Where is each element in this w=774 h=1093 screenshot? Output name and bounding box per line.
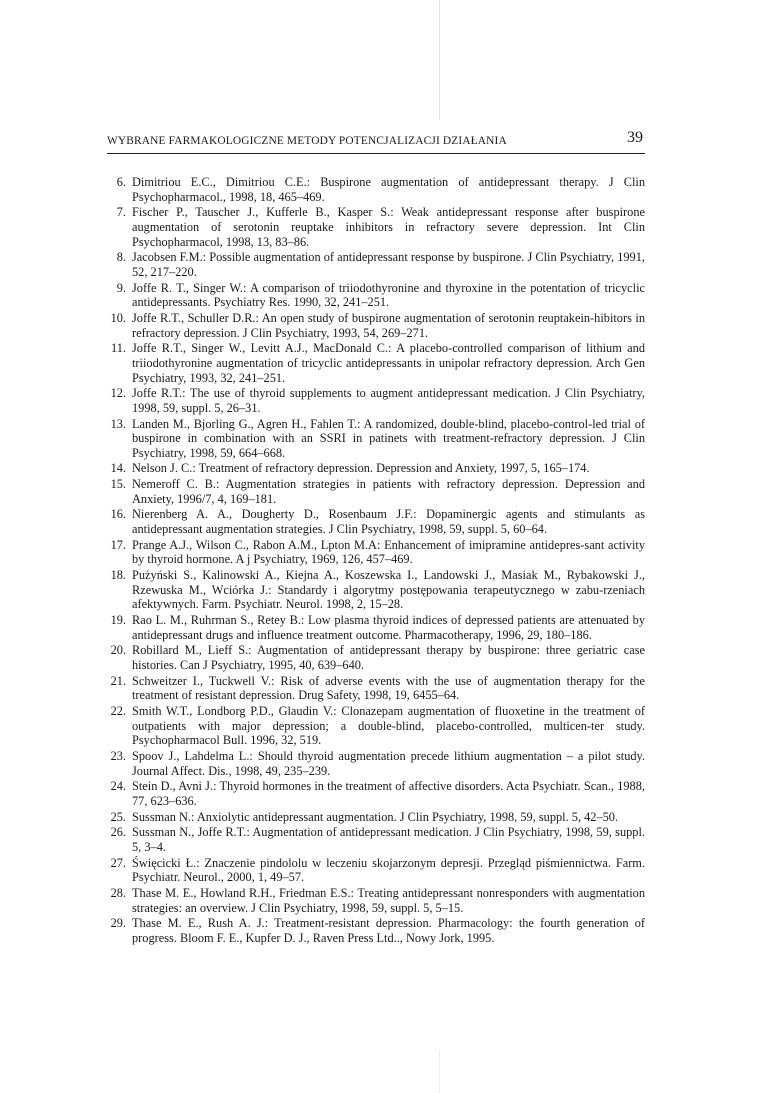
reference-item xyxy=(107,674,645,703)
reference-text: Joffe R.T., Singer W., Levitt A.J., MacDonald C.: A placebo-controlled comparison of lithium and triiodothyronine augmentation of tricyclic antidepressants in unipolar refractory depression. Arch Gen Psychiatry, 1993, 32, 241–251. xyxy=(132,341,645,385)
reference-text: Joffe R. T., Singer W.: A comparison of triiodothyronine and thyroxine in the potentation of tricyclic antidepressants. Psychiatry Res. 1990, 32, 241–251. xyxy=(132,280,645,310)
reference-item xyxy=(107,281,645,310)
reference-item xyxy=(107,175,645,204)
reference-number: 18. xyxy=(110,568,126,583)
reference-text: Pużyński S., Kalinowski A., Kiejna A., Koszewska I., Landowski J., Masiak M., Rybakowski J., Rzewuska M., Wciórka J.: Standardy i algorytmy postępowania terapeutycznego w zabu-rzeniach afektywnych. Farm. Psychiatr. Neurol. 1998, 2, 15–28. xyxy=(132,568,645,612)
reference-text: Nemeroff C. B.: Augmentation strategies in patients with refractory depression. Depression and Anxiety, 1996/7, 4, 169–181. xyxy=(132,477,645,506)
reference-number: 6. xyxy=(116,175,126,189)
reference-item xyxy=(107,568,645,612)
running-title: WYBRANE FARMAKOLOGICZNE METODY POTENCJALIZACJI DZIAŁANIA xyxy=(107,135,507,147)
reference-item xyxy=(107,250,645,279)
reference-list xyxy=(107,175,645,946)
reference-number: 15. xyxy=(110,477,126,492)
reference-text: Sussman N., Joffe R.T.: Augmentation of antidepressant medication. J Clin Psychiatry, 1998, 59, suppl. 5, 3–4. xyxy=(132,825,645,854)
reference-text: Schweitzer I., Tuckwell V.: Risk of adverse events with the use of augmentation therapy for the treatment of resistant depression. Drug Safety, 1998, 19, 6455–64. xyxy=(132,673,645,703)
reference-number: 20. xyxy=(110,643,126,658)
reference-number: 8. xyxy=(116,250,126,265)
reference-item xyxy=(107,779,645,808)
reference-item xyxy=(107,825,645,854)
reference-number: 13. xyxy=(110,416,126,431)
page-fold-line-bottom xyxy=(439,1050,440,1093)
reference-number: 21. xyxy=(110,673,126,688)
reference-text: Landen M., Bjorling G., Agren H., Fahlen T.: A randomized, double-blind, placebo-control-led trial of buspirone in combination with an SSRI in patinets with treatment-refractory depression. J Clin Psychiatry, 1998, 59, 664–668. xyxy=(132,416,645,460)
reference-item xyxy=(107,916,645,945)
reference-item xyxy=(107,810,645,825)
reference-item xyxy=(107,477,645,506)
reference-number: 24. xyxy=(110,779,126,794)
reference-number: 11. xyxy=(111,341,126,356)
reference-number: 29. xyxy=(110,916,126,931)
reference-number: 9. xyxy=(116,280,126,295)
reference-item xyxy=(107,386,645,415)
reference-text: Rao L. M., Ruhrman S., Retey B.: Low plasma thyroid indices of depressed patients are attenuated by antidepressant drugs and influence treatment outcome. Pharmacotherapy, 1996, 29, 180–186. xyxy=(132,613,645,642)
reference-text: Dimitriou E.C., Dimitriou C.E.: Buspirone augmentation of antidepressant therapy. J Clin Psychopharmacol., 1998, 18, 465–469. xyxy=(132,175,645,204)
reference-number: 26. xyxy=(110,825,126,840)
reference-item xyxy=(107,856,645,885)
reference-item xyxy=(107,311,645,340)
reference-number: 23. xyxy=(110,748,126,763)
reference-text: Spoov J., Lahdelma L.: Should thyroid augmentation precede lithium augmentation – a pilot study. Journal Affect. Dis., 1998, 49, 235–239. xyxy=(132,748,645,778)
reference-text: Nelson J. C.: Treatment of refractory depression. Depression and Anxiety, 1997, 5, 165–174. xyxy=(132,461,590,476)
reference-item xyxy=(107,643,645,672)
reference-text: Jacobsen F.M.: Possible augmentation of antidepressant response by buspirone. J Clin Psychiatry, 1991, 52, 217–220. xyxy=(132,250,645,279)
reference-number: 25. xyxy=(110,809,126,824)
reference-text: Thase M. E., Rush A. J.: Treatment-resistant depression. Pharmacology: the fourth generation of progress. Bloom F. E., Kupfer D. J., Raven Press Ltd.., Nowy Jork, 1995. xyxy=(132,916,645,945)
reference-text: Fischer P., Tauscher J., Kufferle B., Kasper S.: Weak antidepressant response after buspirone augmentation of serotonin reuptake inhibitors in refractory severe depression. Int Clin Psychopharmacol, 1998, 13, 83–86. xyxy=(132,205,645,249)
reference-text: Nierenberg A. A., Dougherty D., Rosenbaum J.F.: Dopaminergic agents and stimulants as antidepressant augmentation strategies. J Clin Psychiatry, 1998, 59, suppl. 5, 60–64. xyxy=(132,507,645,537)
reference-item xyxy=(107,417,645,461)
reference-number: 10. xyxy=(110,310,126,325)
page-header xyxy=(107,131,645,154)
reference-text: Robillard M., Lieff S.: Augmentation of antidepressant therapy by buspirone: three geriatric case histories. Can J Psychiatry, 1995, 40, 639–640. xyxy=(132,643,645,672)
reference-text: Smith W.T., Londborg P.D., Glaudin V.: Clonazepam augmentation of fluoxetine in the treatment of outpatients with major depression; a double-blind, placebo-controlled, multicen-ter study. Psychopharmacol Bull. 1996, 32, 519. xyxy=(132,703,645,748)
reference-item xyxy=(107,538,645,567)
reference-number: 28. xyxy=(110,885,126,900)
reference-item xyxy=(107,461,645,476)
reference-number: 17. xyxy=(110,537,126,552)
reference-item xyxy=(107,704,645,748)
reference-item xyxy=(107,886,645,915)
reference-item xyxy=(107,341,645,385)
reference-text: Joffe R.T., Schuller D.R.: An open study of buspirone augmentation of serotonin reuptakein-hibitors in refractory depression. J Clin Psychiatry, 1993, 54, 269–271. xyxy=(132,310,645,340)
reference-number: 22. xyxy=(110,703,126,718)
reference-text: Prange A.J., Wilson C., Rabon A.M., Lpton M.A: Enhancement of imipramine antidepres-sant activity by thyroid hormone. A j Psychiatry, 1969, 126, 457–469. xyxy=(132,537,645,567)
reference-number: 14. xyxy=(110,461,126,476)
reference-item xyxy=(107,749,645,778)
page-fold-line xyxy=(439,0,440,120)
reference-item xyxy=(107,613,645,642)
page-number: 39 xyxy=(627,129,643,146)
reference-text: Sussman N.: Anxiolytic antidepressant augmentation. J Clin Psychiatry, 1998, 59, suppl. 5, 42–50. xyxy=(132,809,619,824)
reference-text: Święcicki Ł.: Znaczenie pindololu w leczeniu skojarzonym depresji. Przegląd piśmiennictwa. Farm. Psychiatr. Neurol., 2000, 1, 49–57. xyxy=(132,855,645,885)
reference-number: 16. xyxy=(110,507,126,522)
reference-text: Thase M. E., Howland R.H., Friedman E.S.: Treating antidepressant nonresponders with augmentation strategies: an overview. J Clin Psychiatry, 1998, 59, suppl. 5, 5–15. xyxy=(132,885,645,915)
reference-number: 27. xyxy=(110,855,126,870)
reference-number: 7. xyxy=(116,205,126,220)
reference-item xyxy=(107,205,645,249)
reference-text: Joffe R.T.: The use of thyroid supplements to augment antidepressant medication. J Clin Psychiatry, 1998, 59, suppl. 5, 26–31. xyxy=(132,386,645,415)
reference-text: Stein D., Avni J.: Thyroid hormones in the treatment of affective disorders. Acta Psychiatr. Scan., 1988, 77, 623–636. xyxy=(132,779,645,808)
reference-number: 12. xyxy=(110,386,126,401)
reference-item xyxy=(107,507,645,536)
reference-number: 19. xyxy=(110,613,126,628)
